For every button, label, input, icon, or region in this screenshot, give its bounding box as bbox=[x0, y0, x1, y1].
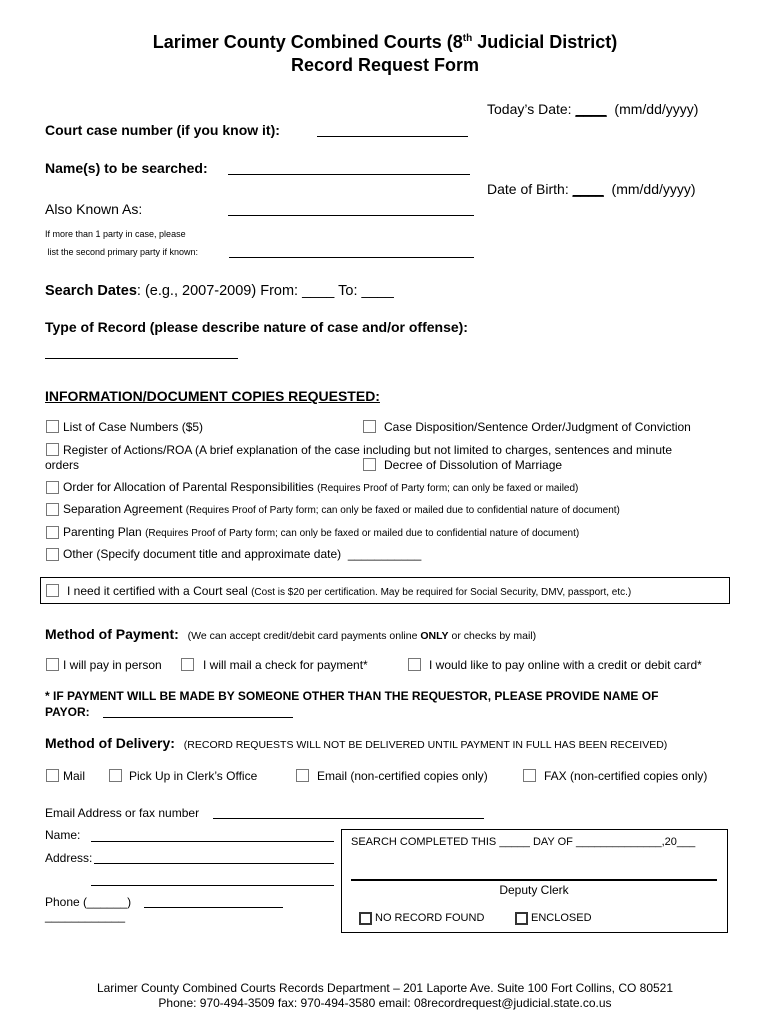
contact-name-label: Name: bbox=[45, 828, 81, 842]
register-of-actions-checkbox[interactable] bbox=[46, 443, 59, 456]
footer-address: Larimer County Combined Courts Records Department – 201 Laporte Ave. Suite 100 Fort Collins, CO 80521 bbox=[96, 981, 674, 995]
payor-note: * IF PAYMENT WILL BE MADE BY SOMEONE OTHER THAN THE REQUESTOR, PLEASE PROVIDE NAME OF bbox=[45, 689, 659, 703]
case-disposition-checkbox[interactable] bbox=[363, 420, 376, 433]
pay-by-check-label: I will mail a check for payment* bbox=[203, 658, 368, 672]
pay-online-label: I would like to pay online with a credit or debit card* bbox=[429, 658, 702, 672]
register-of-actions-label-cont: orders bbox=[45, 458, 80, 472]
deputy-clerk-label: Deputy Clerk bbox=[499, 883, 569, 897]
payor-field[interactable] bbox=[103, 717, 293, 718]
certified-label: I need it certified with a Court seal (Cost is $20 per certification. May be required for Social Security, DMV, passport, etc.) bbox=[67, 584, 632, 598]
type-of-record-label: Type of Record (please describe nature of case and/or offense): bbox=[45, 319, 468, 335]
contact-address-field[interactable] bbox=[94, 863, 334, 864]
aka-label: Also Known As: bbox=[45, 201, 143, 217]
list-case-numbers-checkbox[interactable] bbox=[46, 420, 59, 433]
delivery-heading: Method of Delivery: (RECORD REQUESTS WILL NOT BE DELIVERED UNTIL PAYMENT IN FULL HAS BEEN RECEIVED) bbox=[45, 735, 668, 751]
type-of-record-field[interactable] bbox=[45, 358, 238, 359]
case-disposition-label: Case Disposition/Sentence Order/Judgment of Conviction bbox=[384, 420, 691, 434]
info-section-heading: INFORMATION/DOCUMENT COPIES REQUESTED: bbox=[45, 388, 380, 404]
separation-agreement-label: Separation Agreement (Requires Proof of Party form; can only be faxed or mailed due to confidential nature of document) bbox=[63, 502, 620, 516]
aka-field[interactable] bbox=[228, 215, 474, 216]
payment-heading: Method of Payment: (We can accept credit/debit card payments online ONLY or checks by mail) bbox=[45, 626, 537, 642]
no-record-found-checkbox[interactable] bbox=[359, 912, 372, 925]
case-number-field[interactable] bbox=[317, 136, 468, 137]
deliver-fax-checkbox[interactable] bbox=[523, 769, 536, 782]
form-title-line2: Record Request Form bbox=[290, 55, 480, 75]
deliver-email-label: Email (non-certified copies only) bbox=[317, 769, 488, 783]
deliver-fax-label: FAX (non-certified copies only) bbox=[544, 769, 708, 783]
date-of-birth-field[interactable]: ____ bbox=[572, 181, 604, 197]
todays-date-label: Today’s Date: ____ (mm/dd/yyyy) bbox=[487, 101, 699, 117]
footer-contact: Phone: 970-494-3509 fax: 970-494-3580 email: 08recordrequest@judicial.state.co.us bbox=[158, 996, 612, 1010]
deliver-pickup-checkbox[interactable] bbox=[109, 769, 122, 782]
contact-phone-trail: ____________ bbox=[45, 909, 126, 923]
list-case-numbers-label: List of Case Numbers ($5) bbox=[63, 420, 204, 434]
names-searched-field[interactable] bbox=[228, 174, 470, 175]
email-fax-label: Email Address or fax number bbox=[45, 806, 200, 820]
parenting-plan-label: Parenting Plan (Requires Proof of Party form; can only be faxed or mailed due to confidential nature of document) bbox=[63, 525, 580, 539]
date-of-birth-label: Date of Birth: ____ (mm/dd/yyyy) bbox=[487, 181, 696, 197]
deliver-email-checkbox[interactable] bbox=[296, 769, 309, 782]
deliver-mail-label: Mail bbox=[63, 769, 86, 783]
names-searched-label: Name(s) to be searched: bbox=[45, 160, 208, 176]
parental-allocation-label: Order for Allocation of Parental Responsibilities (Requires Proof of Party form; can only be faxed or mailed) bbox=[63, 480, 579, 494]
contact-phone-label: Phone (______) bbox=[45, 895, 132, 909]
todays-date-field[interactable]: ____ bbox=[575, 101, 607, 117]
contact-phone-field[interactable] bbox=[144, 907, 283, 908]
pay-in-person-label: I will pay in person bbox=[63, 658, 162, 672]
form-title-line1: Larimer County Combined Courts (8th Judicial District) bbox=[152, 32, 618, 52]
decree-dissolution-label: Decree of Dissolution of Marriage bbox=[384, 458, 563, 472]
pay-online-checkbox[interactable] bbox=[408, 658, 421, 671]
deliver-mail-checkbox[interactable] bbox=[46, 769, 59, 782]
parental-allocation-checkbox[interactable] bbox=[46, 481, 59, 494]
other-document-label: Other (Specify document title and approximate date) ___________ bbox=[63, 547, 422, 561]
deliver-pickup-label: Pick Up in Clerk’s Office bbox=[129, 769, 258, 783]
no-record-found-label: NO RECORD FOUND bbox=[375, 912, 485, 924]
clerk-signature-line[interactable] bbox=[351, 879, 717, 881]
other-document-checkbox[interactable] bbox=[46, 548, 59, 561]
case-number-label: Court case number (if you know it): bbox=[45, 122, 280, 138]
pay-in-person-checkbox[interactable] bbox=[46, 658, 59, 671]
aka-note-line1: If more than 1 party in case, please bbox=[45, 229, 186, 239]
enclosed-checkbox[interactable] bbox=[515, 912, 528, 925]
contact-address-field-line2[interactable] bbox=[91, 885, 334, 886]
aka-note-line2: list the second primary party if known: bbox=[45, 247, 199, 257]
separation-agreement-checkbox[interactable] bbox=[46, 503, 59, 516]
second-party-field[interactable] bbox=[229, 257, 474, 258]
other-document-field[interactable]: ___________ bbox=[347, 547, 422, 561]
email-fax-field[interactable] bbox=[213, 818, 484, 819]
contact-name-field[interactable] bbox=[91, 841, 334, 842]
search-completed-text: SEARCH COMPLETED THIS _____ DAY OF ______________,20___ bbox=[351, 836, 696, 848]
parenting-plan-checkbox[interactable] bbox=[46, 526, 59, 539]
certified-checkbox[interactable] bbox=[46, 584, 59, 597]
pay-by-check-checkbox[interactable] bbox=[181, 658, 194, 671]
enclosed-label: ENCLOSED bbox=[531, 912, 592, 924]
contact-address-label: Address: bbox=[45, 851, 93, 865]
payor-label: PAYOR: bbox=[45, 705, 90, 719]
decree-dissolution-checkbox[interactable] bbox=[363, 458, 376, 471]
search-dates-label: Search Dates: (e.g., 2007-2009) From: ____ To: ____ bbox=[45, 283, 394, 299]
register-of-actions-label: Register of Actions/ROA (A brief explanation of the case including but not limited to charges, sentences and minute bbox=[63, 443, 673, 457]
